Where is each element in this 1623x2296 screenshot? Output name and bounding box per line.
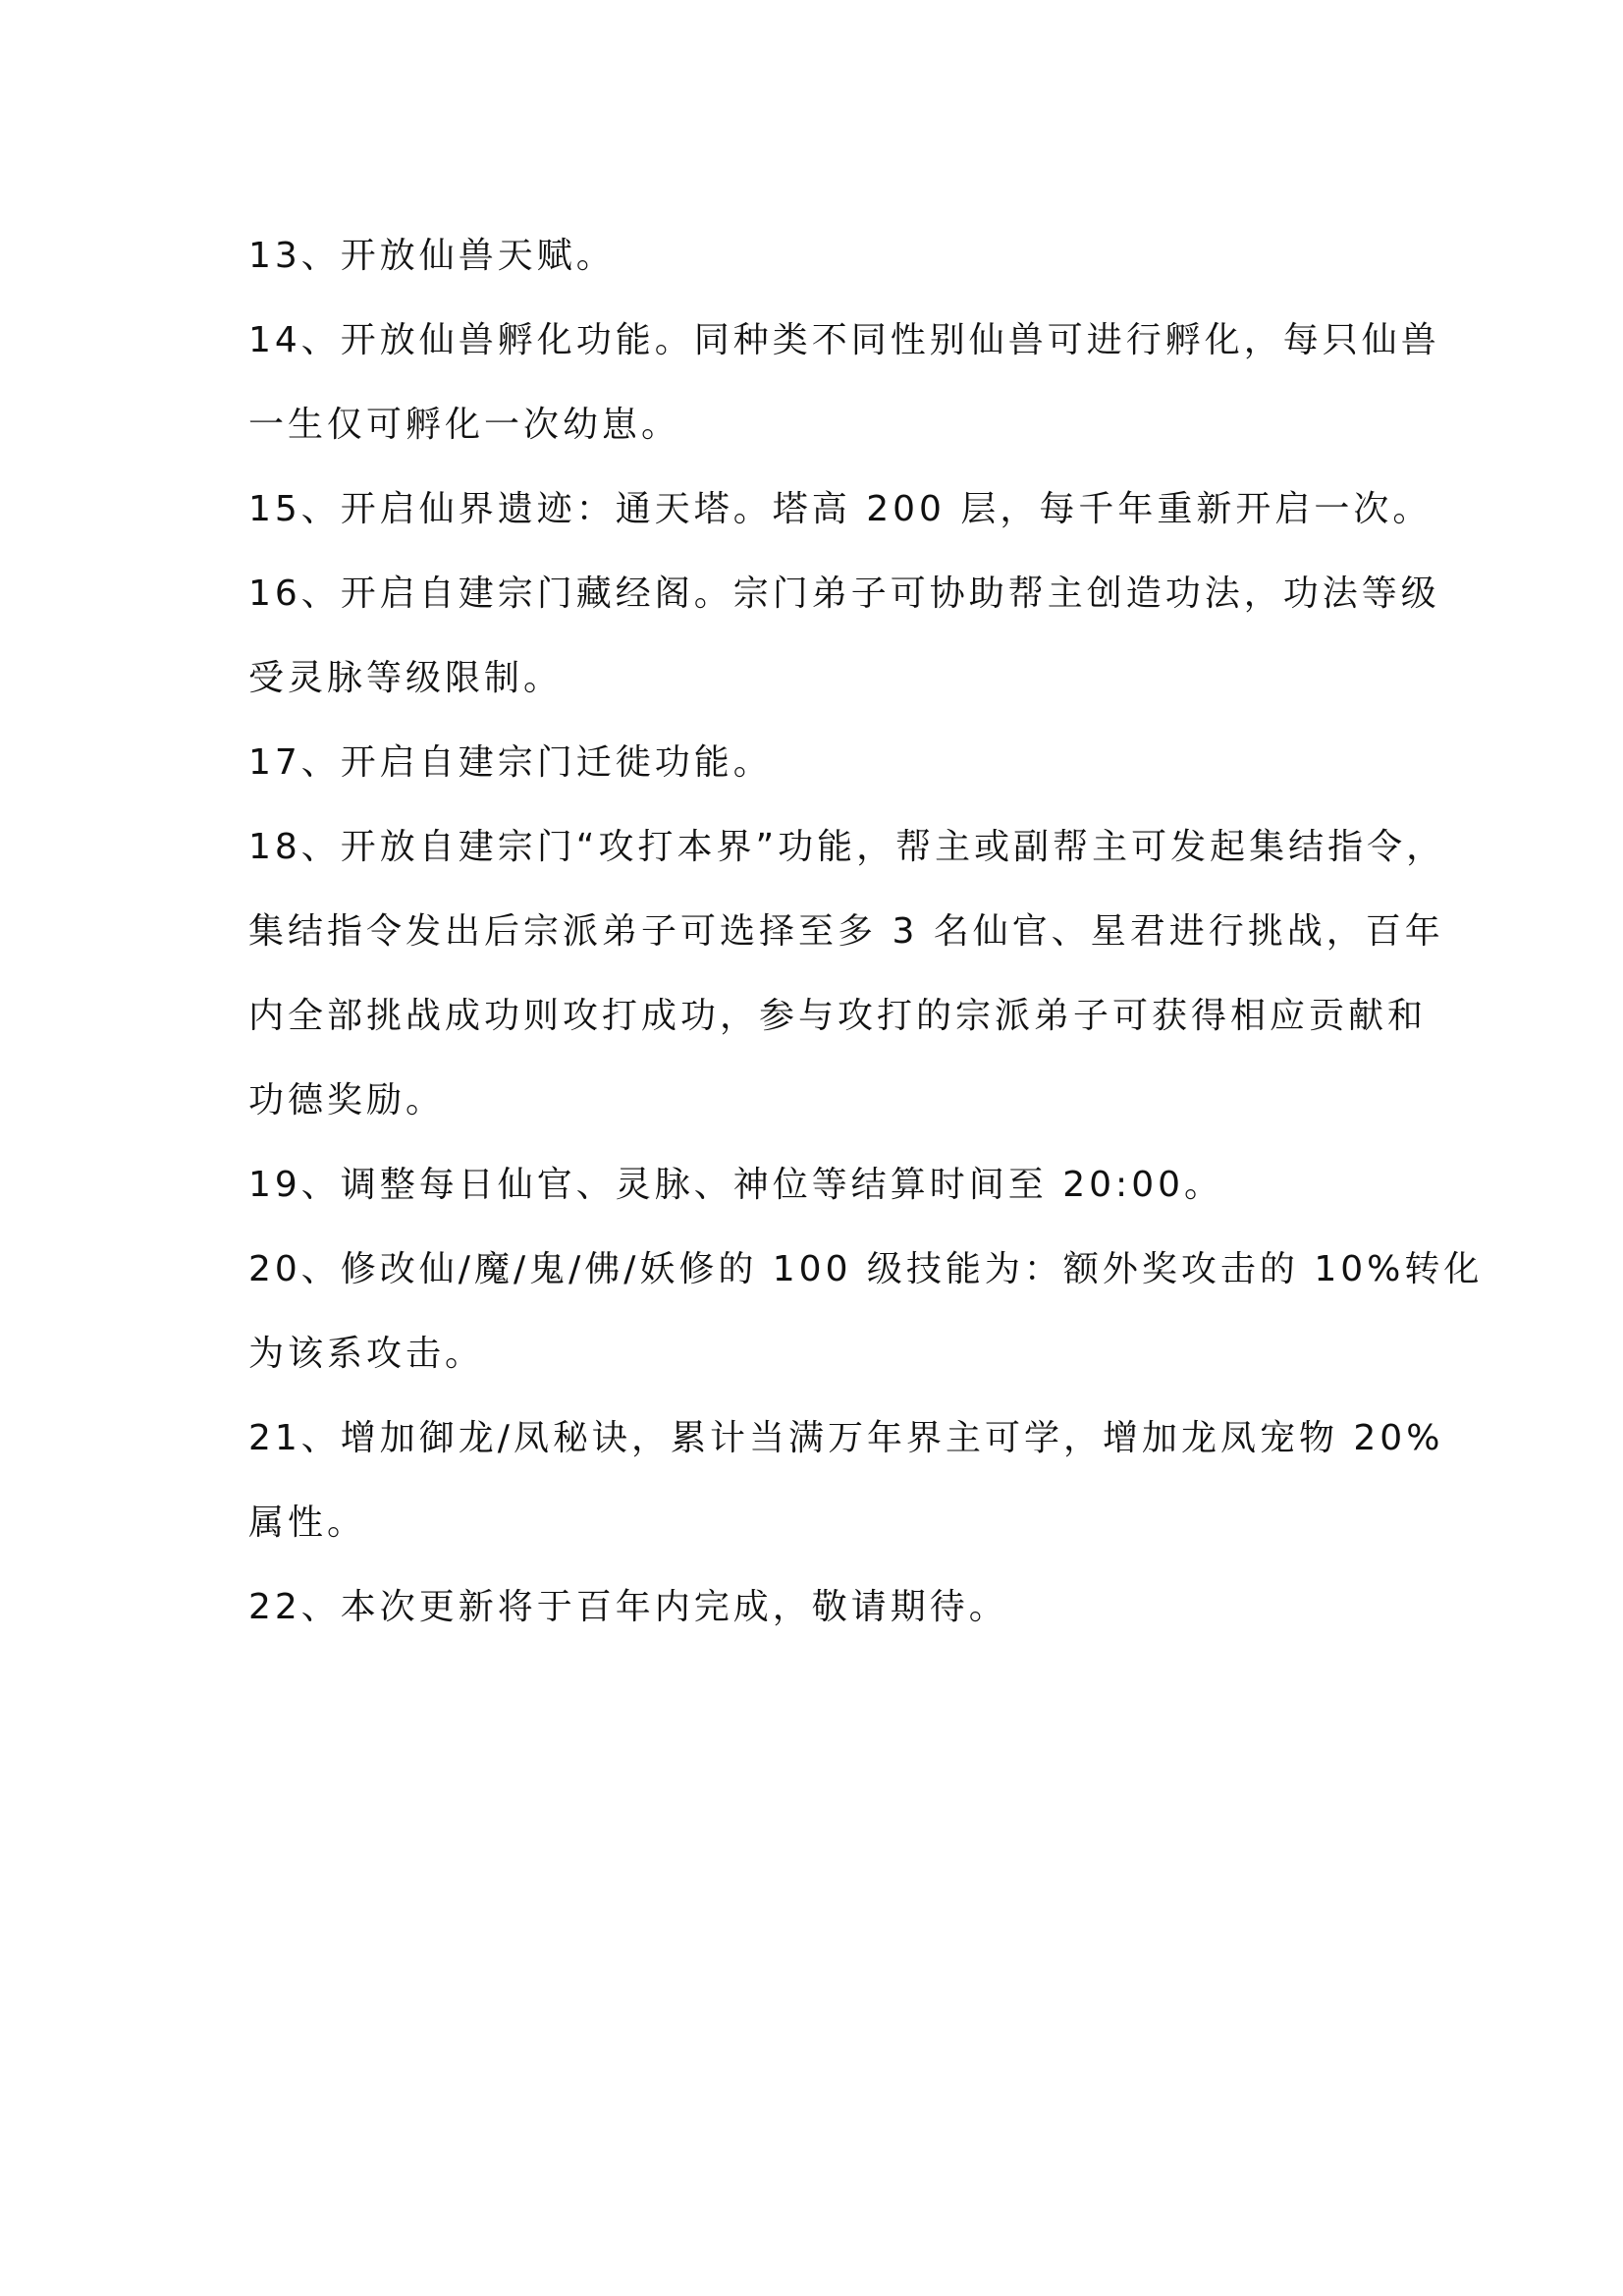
item-16-line-1: 16、开启自建宗门藏经阁。宗门弟子可协助帮主创造功法，功法等级 bbox=[248, 574, 1440, 614]
item-17: 17、开启自建宗门迁徙功能。 bbox=[248, 742, 773, 783]
item-20-line-2: 为该系攻击。 bbox=[248, 1334, 485, 1374]
item-18-line-1: 18、开放自建宗门“攻打本界”功能，帮主或副帮主可发起集结指令， bbox=[248, 827, 1446, 867]
item-21-line-1: 21、增加御龙/凤秘诀，累计当满万年界主可学，增加龙凤宠物 20% bbox=[248, 1418, 1444, 1458]
item-13: 13、开放仙兽天赋。 bbox=[248, 236, 616, 276]
item-14-line-2: 一生仅可孵化一次幼崽。 bbox=[248, 405, 681, 445]
item-19: 19、调整每日仙官、灵脉、神位等结算时间至 20:00。 bbox=[248, 1165, 1223, 1205]
item-18-line-2: 集结指令发出后宗派弟子可选择至多 3 名仙官、星君进行挑战，百年 bbox=[248, 911, 1444, 952]
item-18-line-4: 功德奖励。 bbox=[248, 1080, 446, 1121]
item-14-line-1: 14、开放仙兽孵化功能。同种类不同性别仙兽可进行孵化，每只仙兽 bbox=[248, 320, 1440, 360]
item-18-line-3: 内全部挑战成功则攻打成功，参与攻打的宗派弟子可获得相应贡献和 bbox=[248, 996, 1428, 1036]
item-15: 15、开启仙界遗迹：通天塔。塔高 200 层，每千年重新开启一次。 bbox=[248, 489, 1433, 529]
item-22: 22、本次更新将于百年内完成，敬请期待。 bbox=[248, 1587, 1008, 1627]
item-21-line-2: 属性。 bbox=[248, 1503, 367, 1543]
document-body bbox=[248, 214, 1484, 1650]
item-20-line-1: 20、修改仙/魔/鬼/佛/妖修的 100 级技能为：额外奖攻击的 10%转化 bbox=[248, 1249, 1484, 1289]
item-16-line-2: 受灵脉等级限制。 bbox=[248, 658, 564, 698]
